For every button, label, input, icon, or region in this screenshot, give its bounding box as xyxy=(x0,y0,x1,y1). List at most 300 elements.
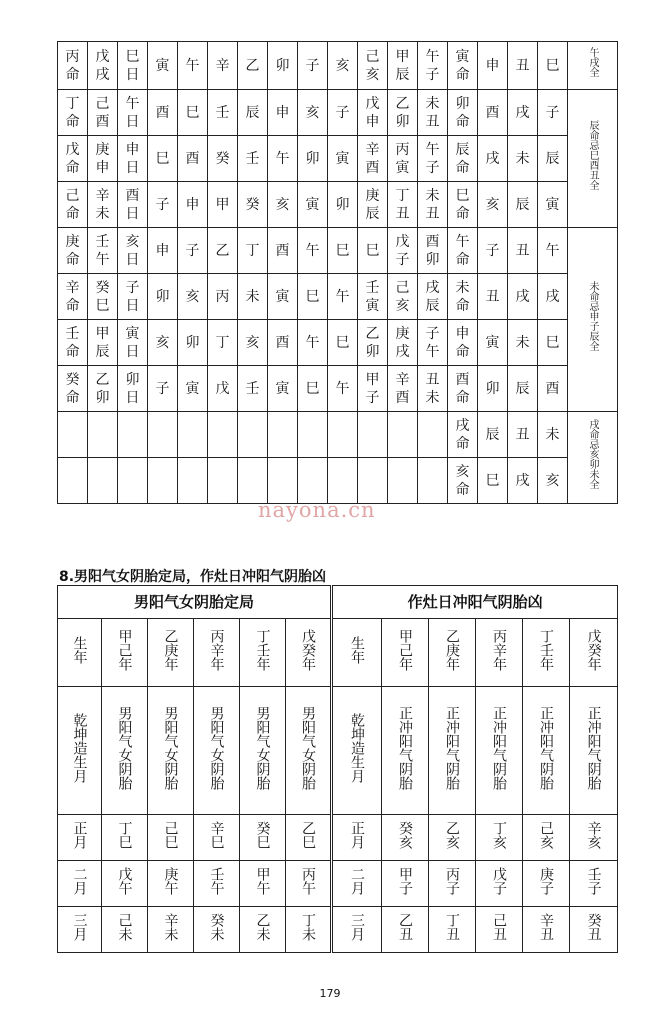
table-cell: 子 xyxy=(328,90,358,136)
table-cell: 巳 xyxy=(328,228,358,274)
table-row xyxy=(58,182,618,228)
ganzhi-text: 丁未 xyxy=(300,912,317,941)
ganzhi-cell xyxy=(429,861,476,907)
year-row xyxy=(58,619,618,687)
side-note xyxy=(568,228,618,412)
year-text: 丙辛年 xyxy=(208,628,225,671)
main-text: 正冲阳气阴胎 xyxy=(397,705,414,790)
table-cell xyxy=(418,458,448,504)
ganzhi-text: 癸巳 xyxy=(254,820,271,849)
table-cell: 乙 xyxy=(208,228,238,274)
table-cell: 寅 xyxy=(328,136,358,182)
table-cell: 申 xyxy=(268,90,298,136)
side-note-text: 未命忌申子辰全 xyxy=(587,281,598,351)
ganzhi-cell xyxy=(570,815,618,861)
table-cell: 午 xyxy=(178,42,208,90)
ganzhi-text: 己巳 xyxy=(162,820,179,849)
table-cell: 酉 xyxy=(538,366,568,412)
table-cell: 壬 xyxy=(238,136,268,182)
table-cell: 午 xyxy=(538,228,568,274)
table-cell xyxy=(418,412,448,458)
ganzhi-cell xyxy=(240,815,286,861)
table-cell: 未 xyxy=(238,274,268,320)
table-cell: 壬 命 xyxy=(58,320,88,366)
table-cell: 寅 xyxy=(478,320,508,366)
table-cell: 庚 命 xyxy=(58,228,88,274)
page-number: 179 xyxy=(319,987,341,1000)
ganzhi-cell xyxy=(194,861,240,907)
table-cell: 寅 xyxy=(268,366,298,412)
table-cell: 寅 xyxy=(298,182,328,228)
table-row xyxy=(58,320,618,366)
table-cell: 未 xyxy=(538,412,568,458)
month-label-text: 二月 xyxy=(71,866,88,895)
ganzhi-cell xyxy=(194,815,240,861)
ganzhi-text: 丁巳 xyxy=(116,820,133,849)
ganzhi-text: 丁亥 xyxy=(491,820,508,849)
year-cell xyxy=(570,619,618,687)
table-cell: 庚 戌 xyxy=(388,320,418,366)
ganzhi-text: 丙午 xyxy=(300,866,317,895)
right-main-cell xyxy=(570,687,618,815)
main-text: 正冲阳气阴胎 xyxy=(491,705,508,790)
table-cell: 辛 命 xyxy=(58,274,88,320)
table-cell: 亥 xyxy=(538,458,568,504)
table-cell: 酉 日 xyxy=(118,182,148,228)
main-text: 男阳气女阴胎 xyxy=(162,705,179,790)
table-row xyxy=(58,274,618,320)
ganzhi-cell xyxy=(286,907,332,953)
ganzhi-text: 乙丑 xyxy=(397,912,414,941)
table-cell: 巳 xyxy=(478,458,508,504)
year-label xyxy=(332,619,382,687)
table-cell: 乙 xyxy=(238,42,268,90)
table-cell xyxy=(388,458,418,504)
table-cell: 癸 命 xyxy=(58,366,88,412)
table-cell: 巳 xyxy=(358,228,388,274)
table-cell: 未 丑 xyxy=(418,90,448,136)
table-cell: 戊 申 xyxy=(358,90,388,136)
ganzhi-text: 癸丑 xyxy=(585,912,602,941)
ganzhi-cell xyxy=(102,907,148,953)
table-cell: 未 丑 xyxy=(418,182,448,228)
table-cell: 巳 xyxy=(178,90,208,136)
month-label-text: 正月 xyxy=(349,820,366,849)
year-text: 乙庚年 xyxy=(444,628,461,671)
table-cell: 子 xyxy=(148,366,178,412)
ganzhi-cell xyxy=(429,907,476,953)
table-cell: 申 xyxy=(148,228,178,274)
table-cell: 丑 未 xyxy=(418,366,448,412)
table-cell xyxy=(208,458,238,504)
table-cell: 己 命 xyxy=(58,182,88,228)
ganzhi-cell xyxy=(523,861,570,907)
table-cell: 丁 xyxy=(238,228,268,274)
ganzhi-text: 戊子 xyxy=(491,866,508,895)
table-cell: 子 xyxy=(178,228,208,274)
table-cell xyxy=(178,458,208,504)
table-cell: 午 xyxy=(328,274,358,320)
table-cell: 午 xyxy=(268,136,298,182)
left-main-cell xyxy=(102,687,148,815)
month-label-text: 三月 xyxy=(71,912,88,941)
year-text: 乙庚年 xyxy=(162,628,179,671)
table-cell: 子 xyxy=(298,42,328,90)
table-cell: 亥 xyxy=(178,274,208,320)
table-cell: 酉 xyxy=(268,228,298,274)
year-text: 丙辛年 xyxy=(491,628,508,671)
table-cell xyxy=(358,412,388,458)
ganzhi-cell xyxy=(148,815,194,861)
table-cell: 亥 xyxy=(148,320,178,366)
table-cell: 丙 命 xyxy=(58,42,88,90)
ganzhi-cell xyxy=(102,861,148,907)
month-label xyxy=(58,861,102,907)
section-title: 8.男阳气女阴胎定局，作灶日冲阳气阴胎凶 xyxy=(59,569,327,585)
table-cell: 申 xyxy=(178,182,208,228)
table-cell: 乙 卯 xyxy=(88,366,118,412)
table-cell xyxy=(208,412,238,458)
header-right: 作灶日冲阳气阴胎凶 xyxy=(332,586,618,619)
table-cell: 甲 子 xyxy=(358,366,388,412)
table-cell: 午 子 xyxy=(418,42,448,90)
right-main-cell xyxy=(476,687,523,815)
table-cell: 丑 xyxy=(508,412,538,458)
table-cell: 甲 xyxy=(208,182,238,228)
table-cell: 壬 午 xyxy=(88,228,118,274)
table-cell xyxy=(178,412,208,458)
table-cell: 戌 xyxy=(538,274,568,320)
left-main-cell xyxy=(194,687,240,815)
ganzhi-cell xyxy=(476,815,523,861)
table-cell: 亥 xyxy=(478,182,508,228)
table-cell: 戌 命 xyxy=(448,412,478,458)
table-cell: 丁 丑 xyxy=(388,182,418,228)
main-row xyxy=(58,687,618,815)
table-row xyxy=(58,42,618,90)
table-cell: 戊 命 xyxy=(58,136,88,182)
main-text: 男阳气女阴胎 xyxy=(116,705,133,790)
table-cell: 亥 xyxy=(238,320,268,366)
table-cell: 戌 辰 xyxy=(418,274,448,320)
table-cell: 亥 命 xyxy=(448,458,478,504)
year-cell xyxy=(382,619,429,687)
table-row xyxy=(58,90,618,136)
table-cell: 酉 命 xyxy=(448,366,478,412)
main-text: 正冲阳气阴胎 xyxy=(444,705,461,790)
table-cell: 辰 xyxy=(238,90,268,136)
ganzhi-cell xyxy=(570,907,618,953)
table-cell: 乙 卯 xyxy=(388,90,418,136)
table-cell: 辛 酉 xyxy=(388,366,418,412)
table-cell xyxy=(58,458,88,504)
table-cell: 巳 xyxy=(298,274,328,320)
table-cell: 寅 日 xyxy=(118,320,148,366)
month-label xyxy=(332,861,382,907)
month-row xyxy=(58,815,618,861)
table-cell: 酉 xyxy=(178,136,208,182)
table-row xyxy=(58,136,618,182)
table-cell: 丁 命 xyxy=(58,90,88,136)
table-cell: 己 酉 xyxy=(88,90,118,136)
ganzhi-text: 癸未 xyxy=(208,912,225,941)
ganzhi-text: 乙巳 xyxy=(300,820,317,849)
table-row xyxy=(58,458,618,504)
ganzhi-cell xyxy=(240,861,286,907)
table-cell: 辛 未 xyxy=(88,182,118,228)
ganzhi-cell xyxy=(476,907,523,953)
table-cell: 申 日 xyxy=(118,136,148,182)
left-main-cell xyxy=(240,687,286,815)
year-text: 甲己年 xyxy=(397,628,414,671)
table-cell: 卯 xyxy=(328,182,358,228)
table-cell: 亥 xyxy=(328,42,358,90)
ganzhi-cell xyxy=(382,907,429,953)
ganzhi-cell xyxy=(194,907,240,953)
ganzhi-cell xyxy=(382,815,429,861)
table-cell: 辰 xyxy=(508,366,538,412)
table-cell: 丙 xyxy=(208,274,238,320)
year-label-text: 生年 xyxy=(71,635,88,664)
ganzhi-text: 己未 xyxy=(116,912,133,941)
ganzhi-cell xyxy=(148,907,194,953)
table-cell xyxy=(268,412,298,458)
table-cell: 己 亥 xyxy=(388,274,418,320)
table-cell: 亥 xyxy=(298,90,328,136)
table-cell: 午 命 xyxy=(448,228,478,274)
table-cell xyxy=(268,458,298,504)
table-cell: 丁 xyxy=(208,320,238,366)
year-text: 丁壬年 xyxy=(538,628,555,671)
table-cell: 寅 xyxy=(268,274,298,320)
year-text: 甲己年 xyxy=(116,628,133,671)
table-cell: 戊 xyxy=(208,366,238,412)
month-label-text: 三月 xyxy=(349,912,366,941)
zodiac-table xyxy=(57,41,618,504)
table-cell: 癸 巳 xyxy=(88,274,118,320)
ganzhi-cell xyxy=(102,815,148,861)
table-cell: 卯 xyxy=(148,274,178,320)
table-cell: 戌 xyxy=(508,274,538,320)
table-cell xyxy=(58,412,88,458)
ganzhi-text: 辛丑 xyxy=(538,912,555,941)
year-text: 戊癸年 xyxy=(300,628,317,671)
table-cell: 戊 子 xyxy=(388,228,418,274)
table-cell: 辰 命 xyxy=(448,136,478,182)
table-cell: 子 xyxy=(478,228,508,274)
table-cell: 丑 xyxy=(508,42,538,90)
table-cell: 辛 xyxy=(208,42,238,90)
table-cell: 午 子 xyxy=(418,136,448,182)
row-label xyxy=(58,687,102,815)
table-cell: 卯 xyxy=(268,42,298,90)
row-label xyxy=(332,687,382,815)
table-cell: 癸 xyxy=(208,136,238,182)
table-cell: 癸 xyxy=(238,182,268,228)
ganzhi-text: 己亥 xyxy=(538,820,555,849)
table-cell: 巳 日 xyxy=(118,42,148,90)
month-label-text: 正月 xyxy=(71,820,88,849)
ganzhi-text: 己丑 xyxy=(491,912,508,941)
side-note-text: 午戌全 xyxy=(587,47,598,77)
month-label-text: 二月 xyxy=(349,866,366,895)
table-cell xyxy=(88,458,118,504)
ganzhi-cell xyxy=(286,861,332,907)
table-cell: 午 xyxy=(298,228,328,274)
yang-qi-yin-tai-table xyxy=(57,585,618,953)
month-label xyxy=(332,815,382,861)
table-cell: 未 命 xyxy=(448,274,478,320)
year-text: 戊癸年 xyxy=(585,628,602,671)
table-cell: 戌 xyxy=(508,458,538,504)
table-cell xyxy=(238,412,268,458)
table-cell: 申 命 xyxy=(448,320,478,366)
year-cell xyxy=(102,619,148,687)
table-cell: 卯 xyxy=(478,366,508,412)
side-note-text: 辰命忌巳酉丑全 xyxy=(587,120,598,190)
ganzhi-text: 辛亥 xyxy=(585,820,602,849)
year-cell xyxy=(429,619,476,687)
table-cell: 卯 命 xyxy=(448,90,478,136)
table-cell: 辰 xyxy=(478,412,508,458)
ganzhi-text: 壬午 xyxy=(208,866,225,895)
left-main-cell xyxy=(148,687,194,815)
year-cell xyxy=(148,619,194,687)
table-cell: 辛 酉 xyxy=(358,136,388,182)
side-note xyxy=(568,90,618,228)
table-cell: 甲 辰 xyxy=(388,42,418,90)
year-text: 丁壬年 xyxy=(254,628,271,671)
table-cell: 戊 戌 xyxy=(88,42,118,90)
table-cell: 巳 xyxy=(328,320,358,366)
table-row xyxy=(58,412,618,458)
table-cell: 寅 xyxy=(178,366,208,412)
side-note xyxy=(568,42,618,90)
right-main-cell xyxy=(429,687,476,815)
table-cell: 午 xyxy=(298,320,328,366)
table-cell: 辰 xyxy=(508,182,538,228)
table-cell: 酉 卯 xyxy=(418,228,448,274)
table-cell: 未 xyxy=(508,136,538,182)
table-cell: 乙 卯 xyxy=(358,320,388,366)
table-cell xyxy=(298,412,328,458)
table-cell: 丑 xyxy=(478,274,508,320)
table-cell: 卯 xyxy=(178,320,208,366)
ganzhi-text: 乙亥 xyxy=(444,820,461,849)
table-cell: 卯 日 xyxy=(118,366,148,412)
table-cell xyxy=(328,458,358,504)
table-cell xyxy=(238,458,268,504)
ganzhi-text: 戊午 xyxy=(116,866,133,895)
table-cell xyxy=(88,412,118,458)
table-cell: 巳 命 xyxy=(448,182,478,228)
side-note-text: 戌命忌亥卯未全 xyxy=(587,419,598,489)
ganzhi-text: 甲子 xyxy=(397,866,414,895)
table-cell: 子 午 xyxy=(418,320,448,366)
side-note xyxy=(568,412,618,504)
table-cell: 庚 申 xyxy=(88,136,118,182)
ganzhi-cell xyxy=(382,861,429,907)
table-cell: 丙 寅 xyxy=(388,136,418,182)
year-cell xyxy=(194,619,240,687)
table-cell: 寅 xyxy=(148,42,178,90)
table-cell: 巳 xyxy=(538,42,568,90)
table-cell: 亥 xyxy=(268,182,298,228)
table-cell xyxy=(298,458,328,504)
ganzhi-cell xyxy=(240,907,286,953)
table-cell xyxy=(118,458,148,504)
table-cell: 午 xyxy=(328,366,358,412)
main-text: 正冲阳气阴胎 xyxy=(585,705,602,790)
ganzhi-text: 庚午 xyxy=(162,866,179,895)
main-text: 男阳气女阴胎 xyxy=(300,705,317,790)
table-cell: 巳 xyxy=(148,136,178,182)
main-text: 男阳气女阴胎 xyxy=(254,705,271,790)
table-cell: 子 xyxy=(538,90,568,136)
header-row xyxy=(58,586,618,619)
year-cell xyxy=(240,619,286,687)
table-cell xyxy=(328,412,358,458)
table-cell xyxy=(388,412,418,458)
year-cell xyxy=(286,619,332,687)
table-cell: 庚 辰 xyxy=(358,182,388,228)
table-cell xyxy=(148,412,178,458)
table-cell: 壬 寅 xyxy=(358,274,388,320)
row-label-text: 乾坤造生月 xyxy=(349,712,366,783)
left-main-cell xyxy=(286,687,332,815)
main-text: 男阳气女阴胎 xyxy=(208,705,225,790)
table-cell: 亥 日 xyxy=(118,228,148,274)
ganzhi-text: 庚子 xyxy=(538,866,555,895)
table-cell: 子 xyxy=(148,182,178,228)
ganzhi-text: 壬子 xyxy=(585,866,602,895)
watermark: nayona.cn xyxy=(258,498,376,522)
ganzhi-text: 丁丑 xyxy=(444,912,461,941)
table-row xyxy=(58,366,618,412)
ganzhi-cell xyxy=(523,815,570,861)
table-cell: 甲 辰 xyxy=(88,320,118,366)
ganzhi-text: 丙子 xyxy=(444,866,461,895)
ganzhi-text: 乙未 xyxy=(254,912,271,941)
ganzhi-cell xyxy=(523,907,570,953)
table-cell: 酉 xyxy=(148,90,178,136)
year-cell xyxy=(476,619,523,687)
month-row xyxy=(58,861,618,907)
year-label-text: 生年 xyxy=(349,635,366,664)
table-cell: 戌 xyxy=(478,136,508,182)
table-cell: 壬 xyxy=(208,90,238,136)
table-cell: 巳 xyxy=(298,366,328,412)
table-cell: 丑 xyxy=(508,228,538,274)
table-cell xyxy=(148,458,178,504)
row-label-text: 乾坤造生月 xyxy=(71,712,88,783)
table-cell: 子 日 xyxy=(118,274,148,320)
right-main-cell xyxy=(382,687,429,815)
table-row xyxy=(58,228,618,274)
ganzhi-text: 辛未 xyxy=(162,912,179,941)
ganzhi-cell xyxy=(286,815,332,861)
table-cell: 酉 xyxy=(268,320,298,366)
table-cell: 寅 xyxy=(538,182,568,228)
table-cell xyxy=(358,458,388,504)
month-label xyxy=(58,815,102,861)
ganzhi-cell xyxy=(476,861,523,907)
main-text: 正冲阳气阴胎 xyxy=(538,705,555,790)
month-label xyxy=(58,907,102,953)
ganzhi-cell xyxy=(429,815,476,861)
table-cell: 戌 xyxy=(508,90,538,136)
month-label xyxy=(332,907,382,953)
